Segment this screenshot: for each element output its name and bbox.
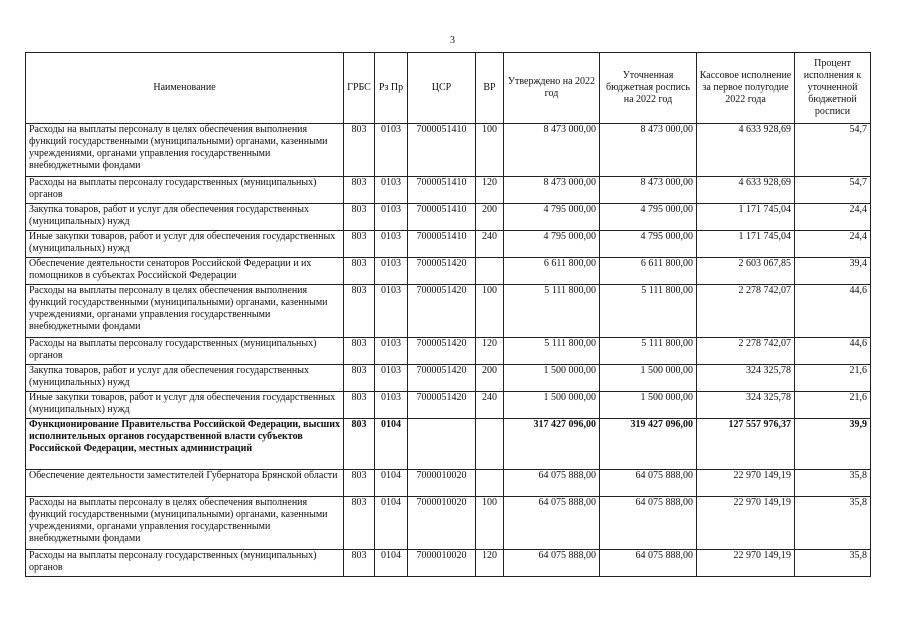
cell-vr: 120 — [476, 177, 504, 204]
cell-grbs: 803 — [344, 124, 375, 177]
cell-csr: 7000051410 — [408, 124, 476, 177]
table-row — [26, 124, 871, 177]
cell-cash: 1 171 745,04 — [697, 204, 795, 231]
table-row — [26, 177, 871, 204]
cell-csr: 7000051420 — [408, 392, 476, 419]
cell-approved: 5 111 800,00 — [504, 338, 600, 365]
cell-percent: 44,6 — [795, 285, 871, 338]
cell-vr: 240 — [476, 231, 504, 258]
cell-grbs: 803 — [344, 470, 375, 497]
cell-rzpr: 0103 — [375, 258, 408, 285]
cell-name: Расходы на выплаты персоналу государственных (муниципальных) органов — [26, 550, 344, 577]
header-percent: Процент исполнения к уточненной бюджетной росписи — [795, 53, 871, 124]
cell-approved: 64 075 888,00 — [504, 497, 600, 550]
header-approved: Утверждено на 2022 год — [504, 53, 600, 124]
cell-approved: 6 611 800,00 — [504, 258, 600, 285]
cell-approved: 5 111 800,00 — [504, 285, 600, 338]
cell-vr — [476, 258, 504, 285]
table-row — [26, 338, 871, 365]
cell-cash: 2 278 742,07 — [697, 285, 795, 338]
cell-csr: 7000051420 — [408, 258, 476, 285]
cell-grbs: 803 — [344, 365, 375, 392]
cell-refined: 4 795 000,00 — [600, 231, 697, 258]
table-row — [26, 285, 871, 338]
table-row — [26, 365, 871, 392]
table-row — [26, 470, 871, 497]
cell-csr: 7000051410 — [408, 231, 476, 258]
header-csr: ЦСР — [408, 53, 476, 124]
cell-rzpr: 0103 — [375, 338, 408, 365]
table-row — [26, 231, 871, 258]
header-cash: Кассовое исполнение за первое полугодие 2022 года — [697, 53, 795, 124]
cell-cash: 127 557 976,37 — [697, 419, 795, 470]
cell-csr: 7000051410 — [408, 204, 476, 231]
cell-name: Обеспечение деятельности сенаторов Российской Федерации и их помощников в субъектах Российской Федерации — [26, 258, 344, 285]
page-number: 3 — [450, 35, 455, 46]
cell-refined: 1 500 000,00 — [600, 365, 697, 392]
cell-vr: 240 — [476, 392, 504, 419]
cell-grbs: 803 — [344, 177, 375, 204]
cell-grbs: 803 — [344, 204, 375, 231]
cell-grbs: 803 — [344, 392, 375, 419]
cell-percent: 24,4 — [795, 231, 871, 258]
cell-approved: 64 075 888,00 — [504, 470, 600, 497]
cell-approved: 8 473 000,00 — [504, 124, 600, 177]
cell-rzpr: 0104 — [375, 550, 408, 577]
table-row — [26, 392, 871, 419]
cell-cash: 4 633 928,69 — [697, 177, 795, 204]
table-row — [26, 550, 871, 577]
cell-refined: 319 427 096,00 — [600, 419, 697, 470]
cell-approved: 1 500 000,00 — [504, 365, 600, 392]
cell-approved: 1 500 000,00 — [504, 392, 600, 419]
cell-rzpr: 0103 — [375, 365, 408, 392]
cell-rzpr: 0103 — [375, 177, 408, 204]
cell-refined: 4 795 000,00 — [600, 204, 697, 231]
cell-csr: 7000051420 — [408, 285, 476, 338]
cell-name: Расходы на выплаты персоналу государственных (муниципальных) органов — [26, 338, 344, 365]
cell-grbs: 803 — [344, 338, 375, 365]
cell-cash: 324 325,78 — [697, 392, 795, 419]
cell-cash: 22 970 149,19 — [697, 470, 795, 497]
cell-grbs: 803 — [344, 497, 375, 550]
cell-name: Закупка товаров, работ и услуг для обеспечения государственных (муниципальных) нужд — [26, 204, 344, 231]
header-name: Наименование — [26, 53, 344, 124]
cell-percent: 54,7 — [795, 124, 871, 177]
cell-name: Функционирование Правительства Российской Федерации, высших исполнительных органов государственной власти субъектов Российской Федерации, местных администраций — [26, 419, 344, 470]
cell-vr — [476, 419, 504, 470]
cell-percent: 54,7 — [795, 177, 871, 204]
table-row — [26, 497, 871, 550]
cell-rzpr: 0103 — [375, 204, 408, 231]
cell-vr: 200 — [476, 204, 504, 231]
table-row — [26, 419, 871, 470]
cell-grbs: 803 — [344, 258, 375, 285]
cell-vr: 120 — [476, 550, 504, 577]
cell-refined: 5 111 800,00 — [600, 285, 697, 338]
cell-cash: 324 325,78 — [697, 365, 795, 392]
cell-csr: 7000051410 — [408, 177, 476, 204]
header-vr: ВР — [476, 53, 504, 124]
cell-cash: 22 970 149,19 — [697, 550, 795, 577]
table-row — [26, 258, 871, 285]
cell-rzpr: 0103 — [375, 124, 408, 177]
cell-grbs: 803 — [344, 419, 375, 470]
cell-percent: 44,6 — [795, 338, 871, 365]
cell-name: Расходы на выплаты персоналу государственных (муниципальных) органов — [26, 177, 344, 204]
cell-vr — [476, 470, 504, 497]
cell-refined: 8 473 000,00 — [600, 177, 697, 204]
cell-vr: 200 — [476, 365, 504, 392]
cell-rzpr: 0103 — [375, 392, 408, 419]
cell-name: Закупка товаров, работ и услуг для обеспечения государственных (муниципальных) нужд — [26, 365, 344, 392]
cell-grbs: 803 — [344, 231, 375, 258]
cell-refined: 64 075 888,00 — [600, 550, 697, 577]
cell-cash: 22 970 149,19 — [697, 497, 795, 550]
cell-percent: 35,8 — [795, 550, 871, 577]
cell-csr: 7000010020 — [408, 470, 476, 497]
budget-table — [25, 52, 871, 577]
cell-rzpr: 0104 — [375, 497, 408, 550]
cell-refined: 8 473 000,00 — [600, 124, 697, 177]
cell-refined: 5 111 800,00 — [600, 338, 697, 365]
cell-approved: 4 795 000,00 — [504, 204, 600, 231]
cell-rzpr: 0104 — [375, 470, 408, 497]
cell-rzpr: 0103 — [375, 231, 408, 258]
cell-percent: 35,8 — [795, 497, 871, 550]
cell-csr — [408, 419, 476, 470]
table-body — [26, 124, 871, 577]
cell-vr: 100 — [476, 497, 504, 550]
cell-approved: 64 075 888,00 — [504, 550, 600, 577]
cell-name: Расходы на выплаты персоналу в целях обеспечения выполнения функций государственными (муниципальными) органами, казенными учреждениями, органами управления государственными внебюджетными фондами — [26, 497, 344, 550]
cell-percent: 35,8 — [795, 470, 871, 497]
cell-approved: 317 427 096,00 — [504, 419, 600, 470]
cell-rzpr: 0103 — [375, 285, 408, 338]
cell-cash: 1 171 745,04 — [697, 231, 795, 258]
cell-refined: 1 500 000,00 — [600, 392, 697, 419]
cell-percent: 24,4 — [795, 204, 871, 231]
cell-cash: 2 603 067,85 — [697, 258, 795, 285]
cell-percent: 39,9 — [795, 419, 871, 470]
cell-refined: 6 611 800,00 — [600, 258, 697, 285]
cell-csr: 7000010020 — [408, 497, 476, 550]
cell-csr: 7000010020 — [408, 550, 476, 577]
header-rzpr: Рз Пр — [375, 53, 408, 124]
cell-name: Обеспечение деятельности заместителей Губернатора Брянской области — [26, 470, 344, 497]
cell-percent: 21,6 — [795, 365, 871, 392]
cell-cash: 2 278 742,07 — [697, 338, 795, 365]
cell-name: Иные закупки товаров, работ и услуг для обеспечения государственных (муниципальных) нужд — [26, 392, 344, 419]
cell-percent: 39,4 — [795, 258, 871, 285]
cell-approved: 4 795 000,00 — [504, 231, 600, 258]
cell-grbs: 803 — [344, 285, 375, 338]
header-refined: Уточненная бюджетная роспись на 2022 год — [600, 53, 697, 124]
cell-cash: 4 633 928,69 — [697, 124, 795, 177]
header-grbs: ГРБС — [344, 53, 375, 124]
table-row — [26, 204, 871, 231]
cell-csr: 7000051420 — [408, 365, 476, 392]
cell-vr: 100 — [476, 285, 504, 338]
cell-approved: 8 473 000,00 — [504, 177, 600, 204]
header-row — [26, 53, 871, 124]
cell-name: Иные закупки товаров, работ и услуг для обеспечения государственных (муниципальных) нужд — [26, 231, 344, 258]
cell-refined: 64 075 888,00 — [600, 470, 697, 497]
cell-grbs: 803 — [344, 550, 375, 577]
cell-percent: 21,6 — [795, 392, 871, 419]
cell-vr: 100 — [476, 124, 504, 177]
cell-csr: 7000051420 — [408, 338, 476, 365]
cell-name: Расходы на выплаты персоналу в целях обеспечения выполнения функций государственными (муниципальными) органами, казенными учреждениями, органами управления государственными внебюджетными фондами — [26, 285, 344, 338]
cell-name: Расходы на выплаты персоналу в целях обеспечения выполнения функций государственными (муниципальными) органами, казенными учреждениями, органами управления государственными внебюджетными фондами — [26, 124, 344, 177]
cell-refined: 64 075 888,00 — [600, 497, 697, 550]
cell-vr: 120 — [476, 338, 504, 365]
cell-rzpr: 0104 — [375, 419, 408, 470]
